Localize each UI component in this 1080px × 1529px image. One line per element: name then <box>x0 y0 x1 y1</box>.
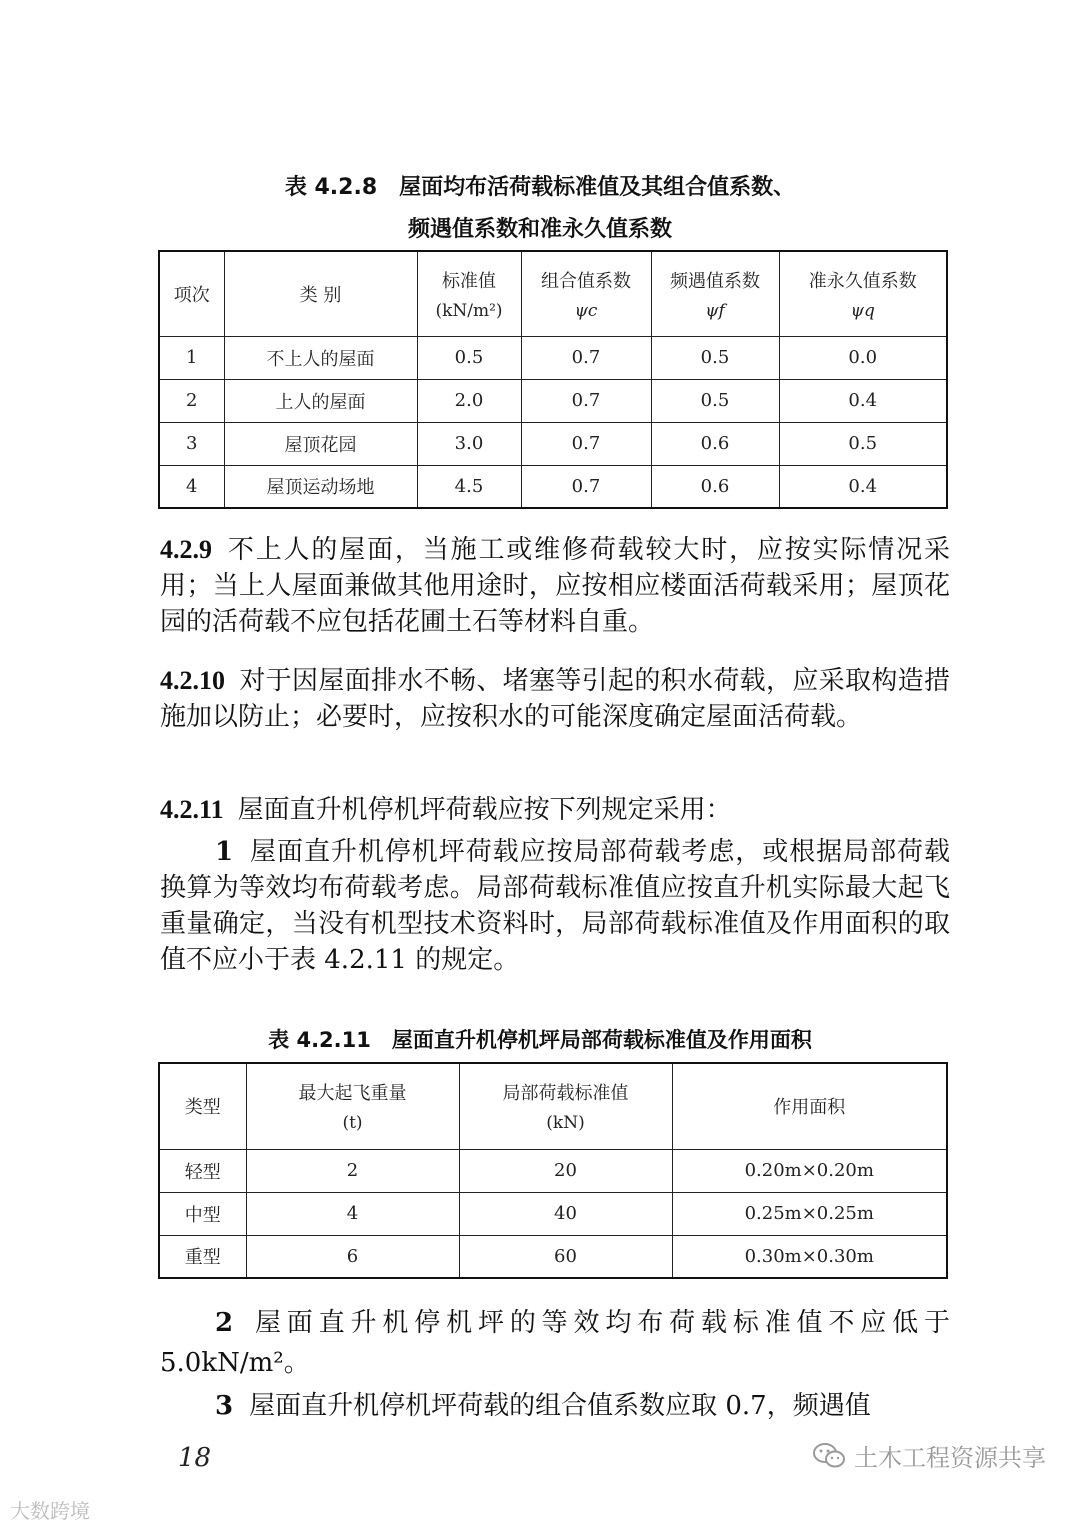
table-header-row <box>159 1063 947 1149</box>
item-number: 1 <box>215 837 234 867</box>
table-row <box>159 1192 947 1235</box>
table-row <box>159 1149 947 1192</box>
table-row <box>159 1235 947 1278</box>
table2-caption: 表 4.2.11 屋面直升机停机坪局部荷载标准值及作用面积 <box>268 1028 812 1052</box>
table-header-row <box>159 251 947 336</box>
header-standard: 标准值 (kN/m²) <box>417 251 521 336</box>
table1-caption-line2: 频遇值系数和准永久值系数 <box>407 217 672 242</box>
cell-standard: 2.0 <box>417 379 521 422</box>
cell-type: 轻型 <box>159 1149 246 1192</box>
cell-type: 中型 <box>159 1192 246 1235</box>
header-type: 类型 <box>159 1063 246 1149</box>
table-row <box>159 336 947 379</box>
item-1 <box>160 834 950 978</box>
table-4-2-8 <box>158 250 948 509</box>
item-number: 3 <box>215 1391 234 1421</box>
cell-area: 0.25m×0.25m <box>672 1192 947 1235</box>
cell-combo: 0.7 <box>521 336 651 379</box>
clause-number: 4.2.10 <box>160 666 225 695</box>
table-row <box>159 465 947 508</box>
cell-freq: 0.6 <box>651 465 779 508</box>
item-2 <box>160 1303 950 1383</box>
cell-weight: 6 <box>246 1235 459 1278</box>
item-text: 屋面直升机停机坪荷载的组合值系数应取 0.7，频遇值 <box>249 1391 871 1421</box>
clause-number: 4.2.9 <box>160 535 212 564</box>
watermark-right-text: 土木工程资源共享 <box>854 1444 1046 1472</box>
header-index: 项次 <box>159 251 224 336</box>
item-text: 屋面直升机停机坪荷载应按局部荷载考虑，或根据局部荷载换算为等效均布荷载考虑。局部荷载标准值应按直升机实际最大起飞重量确定，当没有机型技术资料时，局部荷载标准值及作用面积的取值不应小于表 4.2.11 的规定。 <box>160 837 950 975</box>
wechat-icon <box>812 1442 846 1470</box>
cell-freq: 0.5 <box>651 336 779 379</box>
cell-category: 屋顶运动场地 <box>224 465 417 508</box>
clause-text: 屋面直升机停机坪荷载应按下列规定采用： <box>237 795 732 825</box>
clause-number: 4.2.11 <box>160 795 224 824</box>
cell-index: 2 <box>159 379 224 422</box>
item-3 <box>160 1388 950 1424</box>
cell-index: 1 <box>159 336 224 379</box>
page-number: 18 <box>178 1443 212 1473</box>
cell-standard: 3.0 <box>417 422 521 465</box>
cell-combo: 0.7 <box>521 465 651 508</box>
table1-caption-line1: 表 4.2.8 屋面均布活荷载标准值及其组合值系数、 <box>284 175 796 200</box>
item-number: 2 <box>215 1308 234 1338</box>
header-load: 局部荷载标准值 (kN) <box>459 1063 672 1149</box>
cell-load: 60 <box>459 1235 672 1278</box>
cell-quasi: 0.5 <box>779 422 947 465</box>
cell-quasi: 0.0 <box>779 336 947 379</box>
header-weight: 最大起飞重量 (t) <box>246 1063 459 1149</box>
cell-combo: 0.7 <box>521 379 651 422</box>
cell-freq: 0.6 <box>651 422 779 465</box>
cell-quasi: 0.4 <box>779 379 947 422</box>
cell-standard: 0.5 <box>417 336 521 379</box>
cell-freq: 0.5 <box>651 379 779 422</box>
cell-category: 不上人的屋面 <box>224 336 417 379</box>
cell-type: 重型 <box>159 1235 246 1278</box>
clause-4-2-11 <box>160 792 950 828</box>
clause-text: 不上人的屋面，当施工或维修荷载较大时，应按实际情况采用；当上人屋面兼做其他用途时，应按相应楼面活荷载采用；屋顶花园的活荷载不应包括花圃土石等材料自重。 <box>160 535 950 637</box>
cell-weight: 2 <box>246 1149 459 1192</box>
clause-4-2-10 <box>160 663 950 735</box>
cell-standard: 4.5 <box>417 465 521 508</box>
item-text: 屋面直升机停机坪的等效均布荷载标准值不应低于5.0kN/m²。 <box>160 1308 950 1378</box>
table-4-2-11 <box>158 1062 948 1279</box>
cell-category: 上人的屋面 <box>224 379 417 422</box>
cell-index: 4 <box>159 465 224 508</box>
clause-text: 对于因屋面排水不畅、堵塞等引起的积水荷载，应采取构造措施加以防止；必要时，应按积水的可能深度确定屋面活荷载。 <box>160 666 950 732</box>
cell-category: 屋顶花园 <box>224 422 417 465</box>
cell-weight: 4 <box>246 1192 459 1235</box>
cell-area: 0.20m×0.20m <box>672 1149 947 1192</box>
header-freq: 频遇值系数 ψf <box>651 251 779 336</box>
cell-load: 40 <box>459 1192 672 1235</box>
table-row <box>159 379 947 422</box>
cell-quasi: 0.4 <box>779 465 947 508</box>
header-quasi: 准永久值系数 ψq <box>779 251 947 336</box>
table-row <box>159 422 947 465</box>
header-combo: 组合值系数 ψc <box>521 251 651 336</box>
cell-load: 20 <box>459 1149 672 1192</box>
watermark-right <box>812 1438 1046 1473</box>
cell-index: 3 <box>159 422 224 465</box>
header-category: 类 别 <box>224 251 417 336</box>
cell-combo: 0.7 <box>521 422 651 465</box>
watermark-left: 大数跨境 <box>10 1499 90 1523</box>
cell-area: 0.30m×0.30m <box>672 1235 947 1278</box>
clause-4-2-9 <box>160 532 950 640</box>
header-area: 作用面积 <box>672 1063 947 1149</box>
